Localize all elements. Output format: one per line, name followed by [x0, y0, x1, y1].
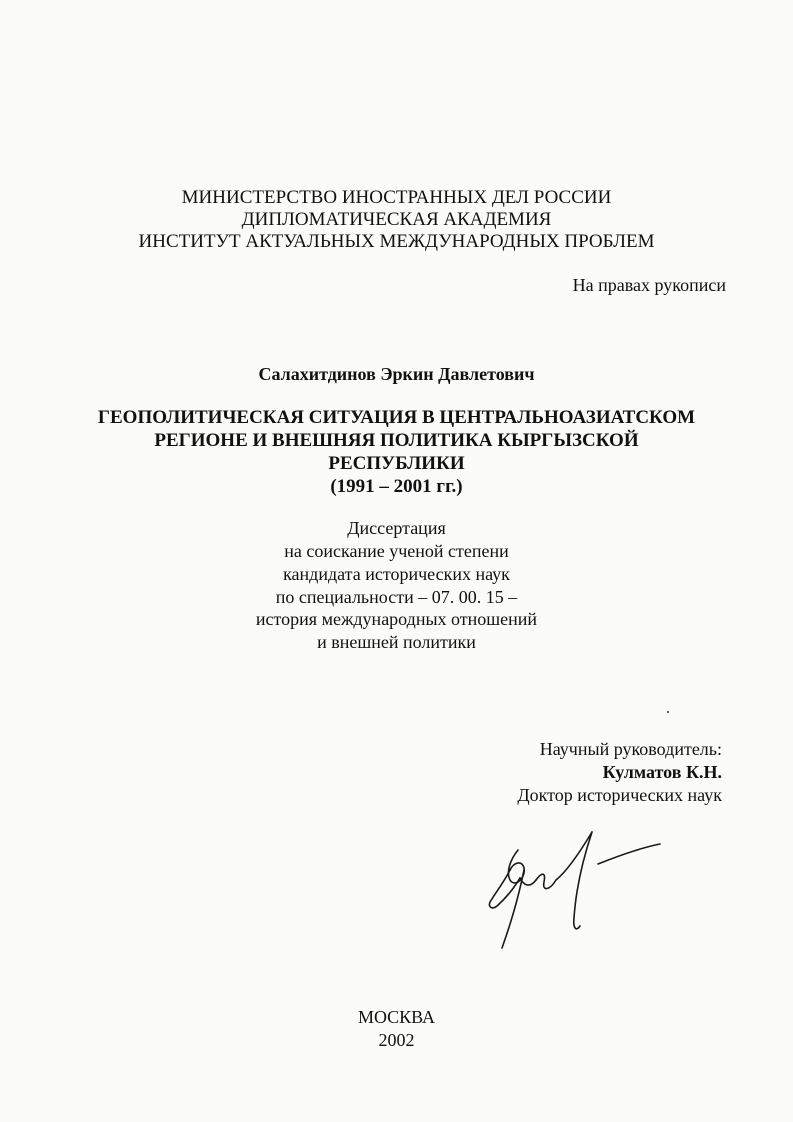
advisor-label: Научный руководитель:	[539, 739, 722, 759]
title-line-3: РЕСПУБЛИКИ	[328, 453, 465, 474]
thesis-field-line: история международных отношений	[255, 609, 538, 629]
handwritten-signature	[480, 830, 670, 955]
institute-name: ИНСТИТУТ АКТУАЛЬНЫХ МЕЖДУНАРОДНЫХ ПРОБЛЕМ	[138, 231, 655, 252]
manuscript-note: На правах рукописи	[572, 275, 726, 295]
thesis-specialty-line: по специальности – 07. 00. 15 –	[275, 587, 518, 607]
thesis-type: Диссертация	[347, 518, 446, 538]
scan-speck	[667, 711, 669, 713]
academy-name: ДИПЛОМАТИЧЕСКАЯ АКАДЕМИЯ	[241, 209, 552, 230]
title-line-1: ГЕОПОЛИТИЧЕСКАЯ СИТУАЦИЯ В ЦЕНТРАЛЬНОАЗИАТСКОМ	[97, 407, 696, 428]
thesis-degree-line: на соискание ученой степени	[284, 541, 509, 561]
year: 2002	[378, 1030, 415, 1050]
author-name: Салахитдинов Эркин Давлетович	[258, 364, 535, 384]
thesis-candidate-line: кандидата исторических наук	[283, 564, 510, 584]
title-line-2: РЕГИОНЕ И ВНЕШНЯЯ ПОЛИТИКА КЫРГЫЗСКОЙ	[154, 430, 639, 451]
title-years: (1991 – 2001 гг.)	[330, 476, 463, 497]
city: МОСКВА	[357, 1007, 436, 1027]
advisor-name: Кулматов К.Н.	[602, 762, 722, 782]
thesis-field-line-2: и внешней политики	[317, 632, 476, 652]
advisor-degree: Доктор исторических наук	[517, 785, 722, 805]
ministry-name: МИНИСТЕРСТВО ИНОСТРАННЫХ ДЕЛ РОССИИ	[181, 187, 612, 208]
